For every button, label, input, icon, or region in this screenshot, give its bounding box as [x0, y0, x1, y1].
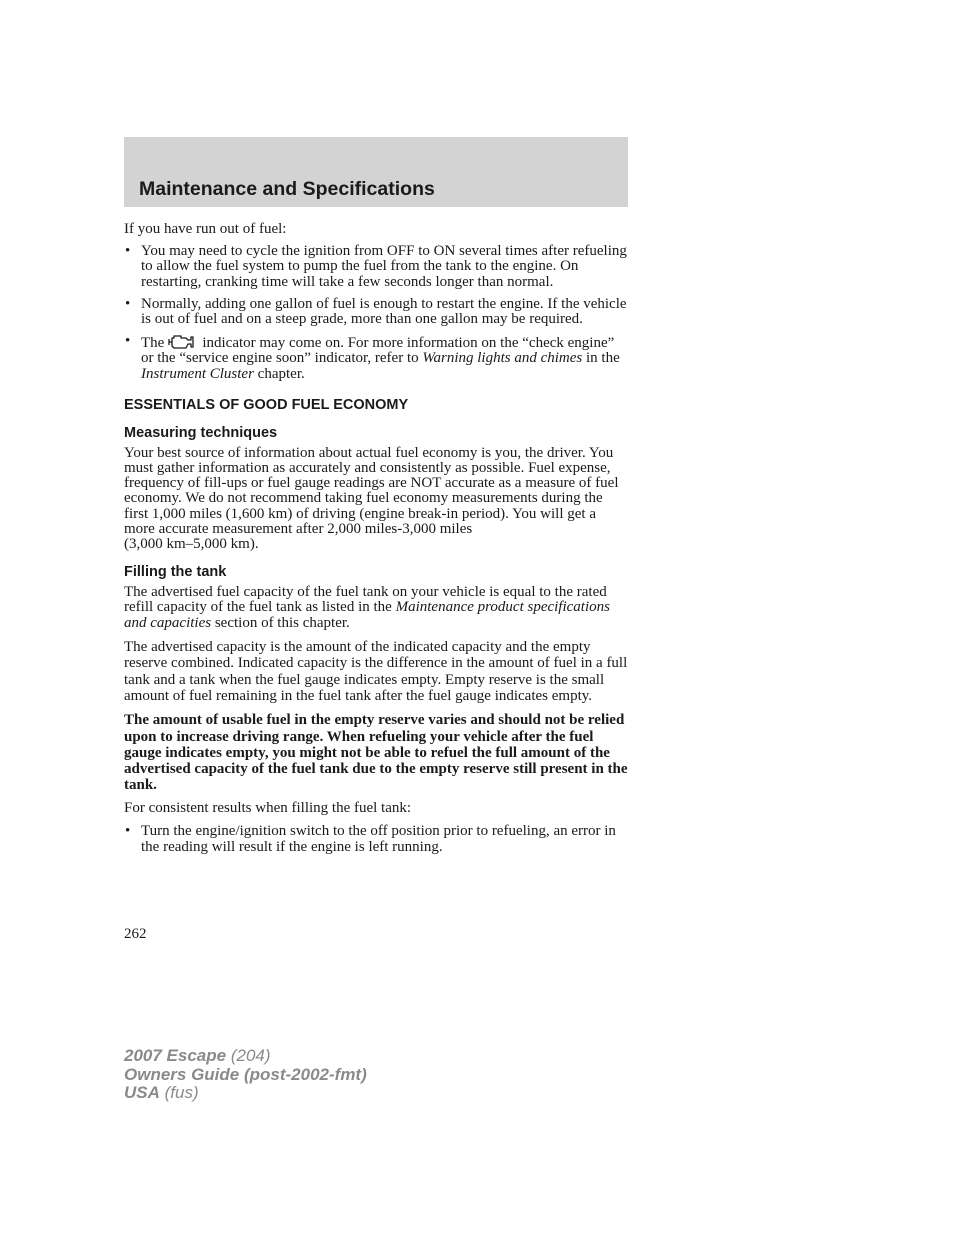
footer-market-code: (fus): [164, 1083, 199, 1102]
footer-model-code: (204): [230, 1046, 271, 1065]
section-header-band: [124, 137, 628, 207]
filling-paragraph-3: For consistent results when filling the fuel tank:: [124, 799, 412, 816]
footer-market: USA: [124, 1083, 160, 1102]
footer-model: 2007 Escape: [124, 1046, 227, 1065]
list-item-text-end: chapter.: [253, 365, 305, 382]
list-item-text-post: indicator may come on. For more information on the “check engine” or the “service engine soon” indicator, refer to: [141, 335, 615, 367]
bullet-dot: •: [125, 333, 131, 350]
bullet-dot: •: [125, 243, 131, 260]
list-item-text-mid: in the: [582, 350, 620, 367]
list-item: [124, 823, 629, 856]
filling-p1-pre: The advertised fuel capacity of the fuel tank on your vehicle is equal to the rated refill capacity of the fuel tank as listed in the: [124, 584, 607, 616]
footer-guide: Owners Guide (post-2002-fmt): [124, 1064, 367, 1084]
page-content: [124, 222, 629, 863]
section-title: Maintenance and Specifications: [139, 178, 435, 200]
bullet-dot: •: [125, 822, 131, 839]
measuring-body-end: (3,000 km–5,000 km).: [124, 536, 259, 553]
list-item-text: Turn the engine/ignition switch to the off position prior to refueling, an error in the reading will result if the engine is left running.: [141, 822, 616, 856]
filling-list: [124, 823, 629, 856]
filling-paragraph-2: The advertised capacity is the amount of the indicated capacity and the empty reserve combined. Indicated capacity is the difference in the amount of fuel in a full tank and a tank when the fuel gauge indicates empty. Empty reserve is the small amount of fuel remaining in the fuel tank after the fuel gauge indicates empty.: [124, 638, 628, 705]
measuring-paragraph: [124, 446, 629, 552]
essentials-heading: ESSENTIALS OF GOOD FUEL ECONOMY: [124, 396, 409, 413]
measuring-heading: Measuring techniques: [124, 424, 278, 441]
reference-maintenance-specs: Maintenance product specifications and capacities: [124, 599, 610, 631]
check-engine-icon: [166, 334, 196, 350]
footer-line-2: [124, 1066, 367, 1085]
list-item: [124, 244, 629, 290]
filling-heading: Filling the tank: [124, 564, 227, 581]
filling-paragraph-1: [124, 585, 629, 631]
document-footer: [124, 1047, 367, 1103]
measuring-body: Your best source of information about actual fuel economy is you, the driver. You must gather information as accurately and consistently as possible. Fuel expense, frequency of fill-ups or fuel gauge readings are NOT accurate as a measure of fuel economy. We do not recommend taking fuel economy measurements during the first 1,000 miles (1,600 km) of driving (engine break-in period). You will get a more accurate measurement after 2,000 miles-3,000 miles: [124, 444, 619, 537]
fuel-out-intro: If you have run out of fuel:: [124, 221, 287, 237]
list-item: [124, 297, 629, 327]
list-item-text: Normally, adding one gallon of fuel is enough to restart the engine. If the vehicle is out of fuel and on a steep grade, more than one gallon may be required.: [141, 295, 627, 328]
list-item: [124, 334, 629, 382]
page-number: 262: [124, 926, 147, 942]
empty-reserve-warning: The amount of usable fuel in the empty reserve varies and should not be relied upon to increase driving range. When refueling your vehicle after the fuel gauge indicates empty, you might not be able to refuel the full amount of the advertised capacity of the fuel tank due to the empty reserve still present in the tank.: [124, 712, 628, 794]
reference-instrument-cluster: Instrument Cluster: [141, 365, 254, 382]
list-item-text-pre: The: [141, 335, 165, 352]
footer-line-1: [124, 1047, 367, 1066]
reference-warning-lights: Warning lights and chimes: [422, 350, 583, 367]
list-item-text: You may need to cycle the ignition from OFF to ON several times after refueling to allow the fuel system to pump the fuel from the tank to the engine. On restarting, cranking time will take a few seconds longer than normal.: [141, 243, 627, 290]
footer-line-3: [124, 1084, 367, 1103]
fuel-out-list: [124, 244, 629, 382]
bullet-dot: •: [125, 295, 131, 312]
filling-p1-post: section of this chapter.: [211, 614, 350, 631]
